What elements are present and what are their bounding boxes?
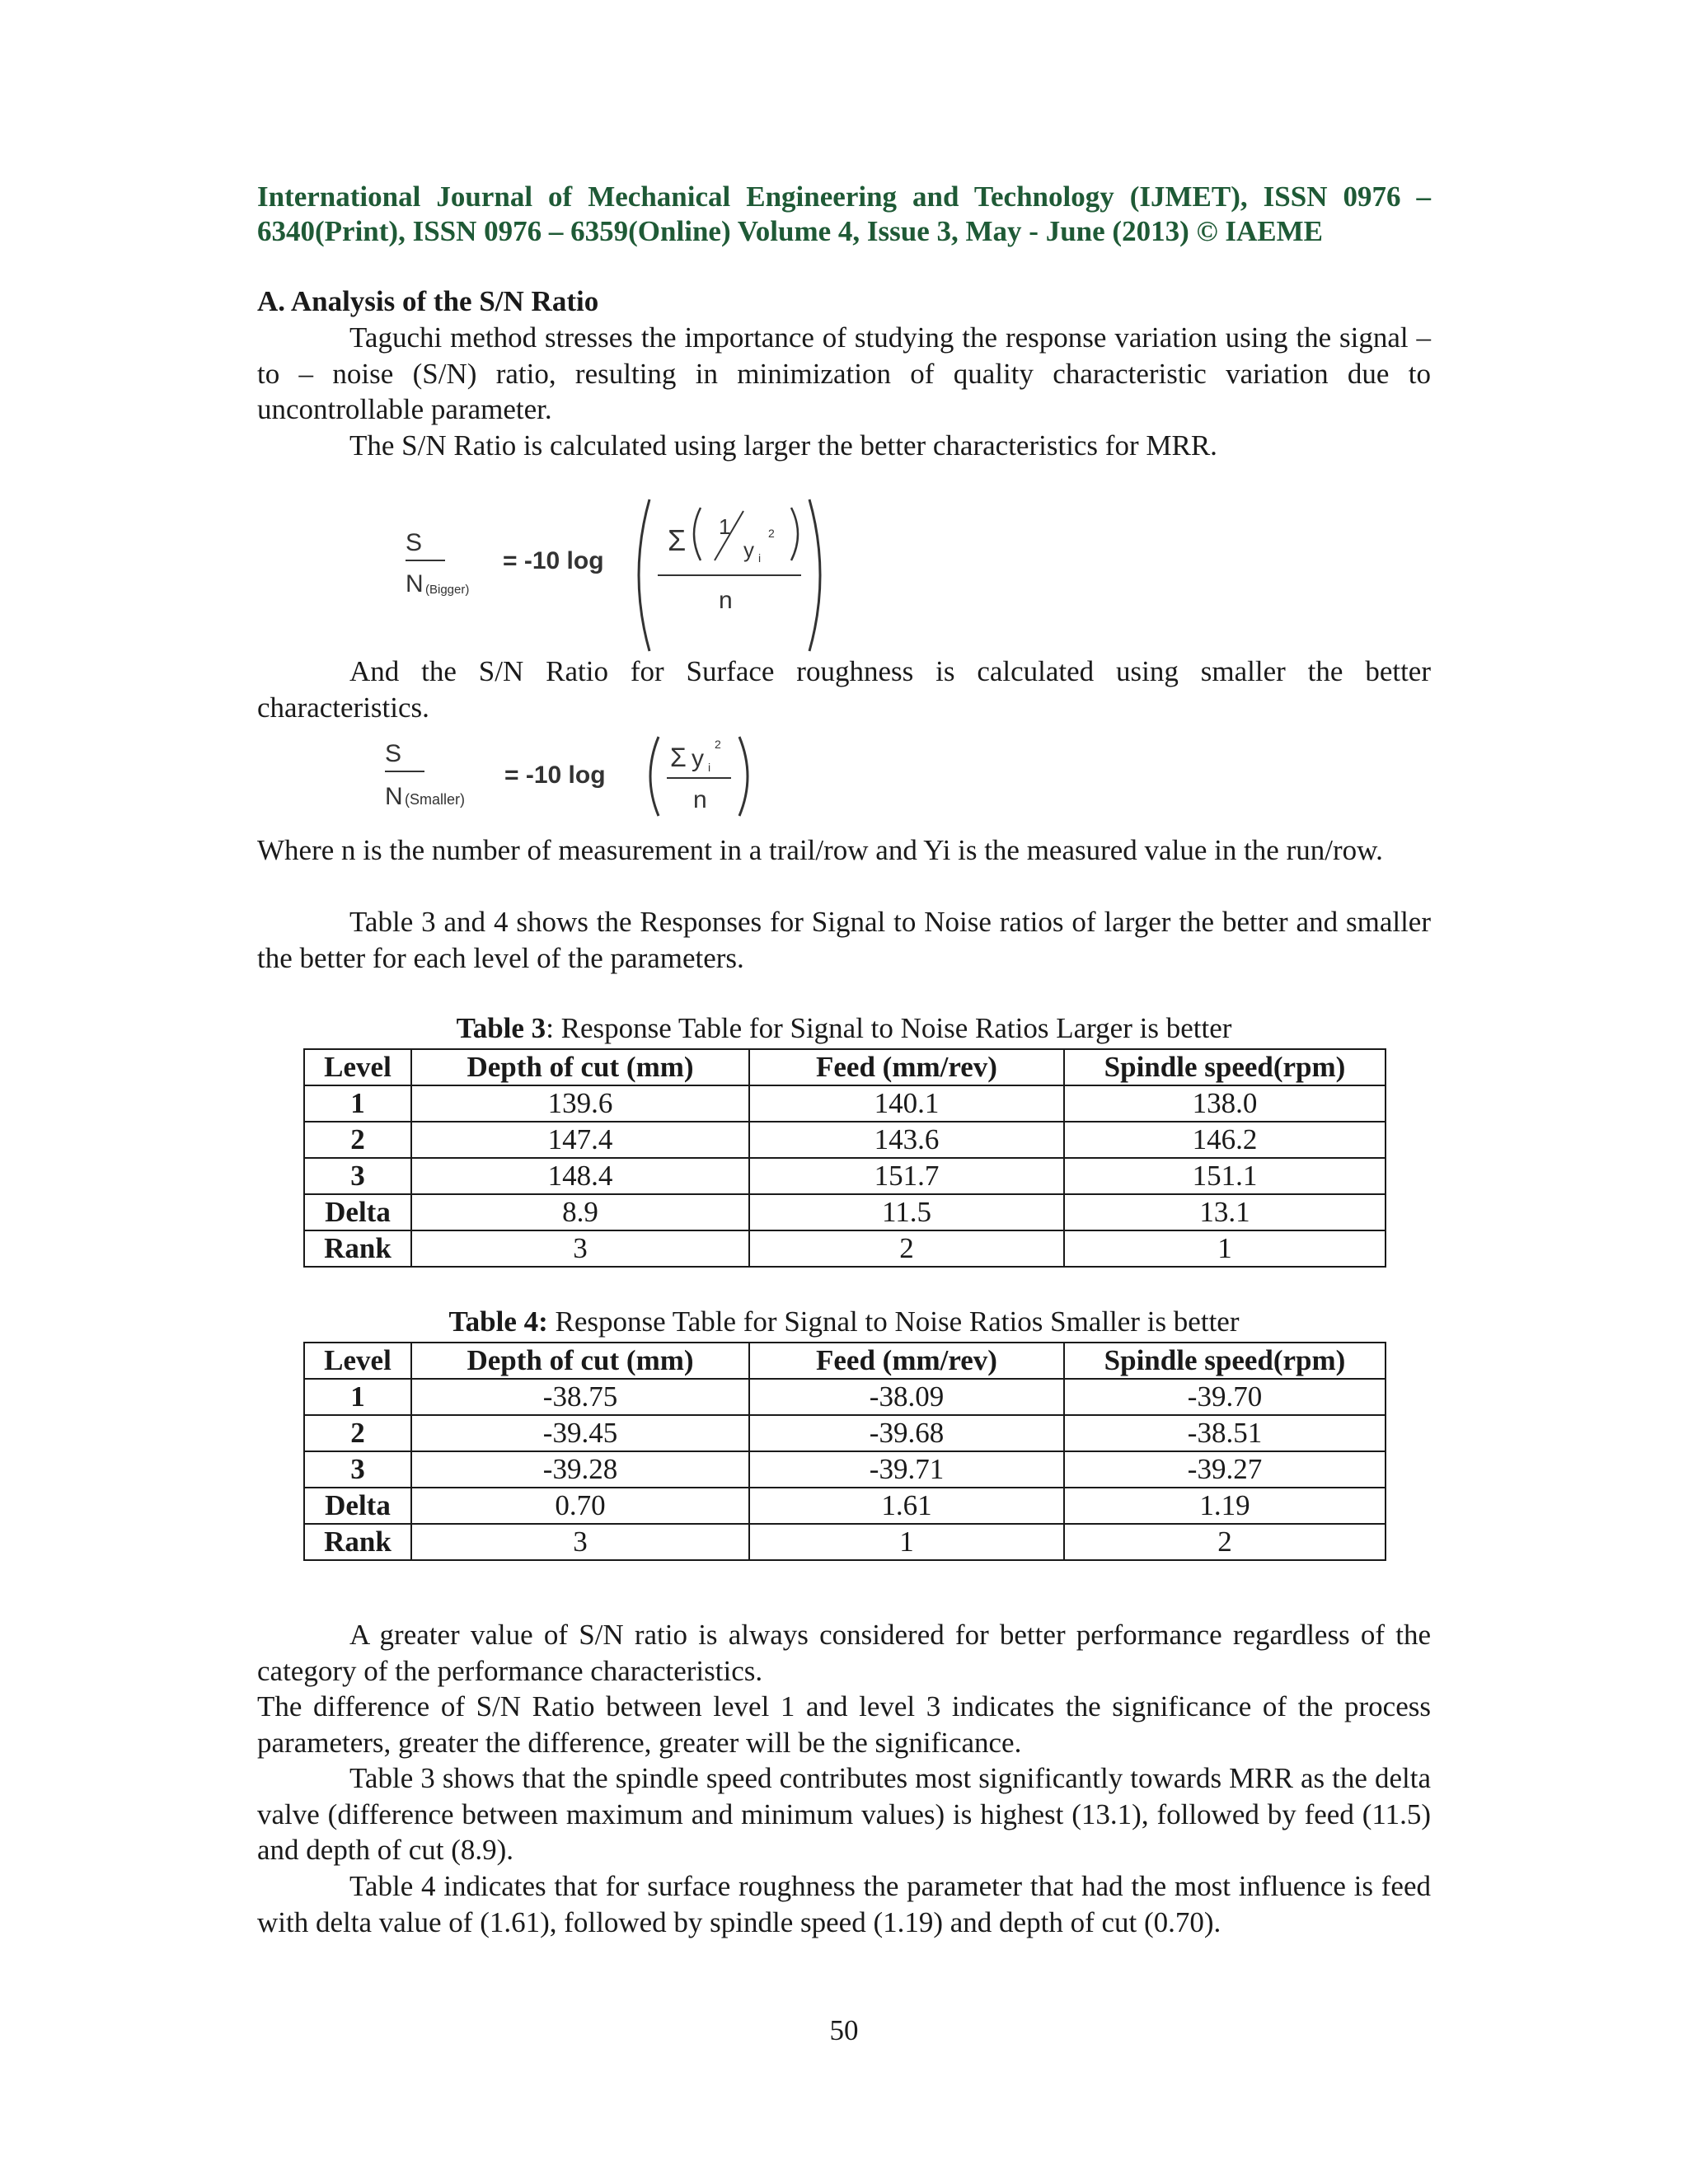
table-cell: -39.28: [411, 1451, 749, 1488]
table-cell: -39.45: [411, 1415, 749, 1451]
table3-caption-text: : Response Table for Signal to Noise Ratios Larger is better: [546, 1012, 1232, 1044]
formula-y: y: [692, 745, 704, 772]
table-cell: 138.0: [1064, 1085, 1386, 1122]
paragraph-table3-analysis: Table 3 shows that the spindle speed contributes most significantly towards MRR as the delta valve (difference between maximum and minimum values) is highest (13.1), followed by feed (11.5) and depth of cut (8.9).: [257, 1762, 1431, 1866]
table-cell: 1: [749, 1524, 1064, 1560]
formula-n: N: [406, 570, 424, 598]
table3-header-depth: Depth of cut (mm): [411, 1049, 749, 1085]
table3-header-spindle: Spindle speed(rpm): [1064, 1049, 1386, 1085]
table3-header-level: Level: [304, 1049, 411, 1085]
table-cell: 1: [304, 1379, 411, 1415]
table4-caption: [303, 1305, 1385, 1338]
formula-one: 1: [719, 514, 731, 539]
table-cell: 139.6: [411, 1085, 749, 1122]
table4-caption-text: Response Table for Signal to Noise Ratios Smaller is better: [547, 1305, 1240, 1338]
formula-sigma: Σ: [670, 743, 687, 772]
table-cell: 3: [411, 1230, 749, 1267]
table-row: [304, 1451, 1386, 1488]
paragraph-difference: The difference of S/N Ratio between level 1 and level 3 indicates the significance of the process parameters, greater the difference, greater will be the significance.: [257, 1690, 1431, 1759]
table-row: [304, 1085, 1386, 1122]
table4-header-spindle: Spindle speed(rpm): [1064, 1343, 1386, 1379]
formula-denominator: n: [719, 587, 733, 614]
table-cell: 8.9: [411, 1194, 749, 1230]
table-cell: Rank: [304, 1230, 411, 1267]
table3-caption-label: Table 3: [456, 1012, 546, 1044]
table-row: [304, 1524, 1386, 1560]
table-cell: 143.6: [749, 1122, 1064, 1158]
table-cell: 148.4: [411, 1158, 749, 1194]
formula-equals: = -10 log: [503, 547, 604, 574]
table-cell: 2: [304, 1415, 411, 1451]
table4: [303, 1342, 1386, 1561]
table-cell: -39.27: [1064, 1451, 1386, 1488]
table-cell: 1: [1064, 1230, 1386, 1267]
table4-header-feed: Feed (mm/rev): [749, 1343, 1064, 1379]
table-cell: -38.75: [411, 1379, 749, 1415]
table-cell: 11.5: [749, 1194, 1064, 1230]
table4-caption-label: Table 4:: [448, 1305, 548, 1338]
table-row: [304, 1194, 1386, 1230]
section-title: A. Analysis of the S/N Ratio: [257, 285, 599, 317]
table-cell: Delta: [304, 1194, 411, 1230]
table-row: [304, 1379, 1386, 1415]
table-row: [304, 1415, 1386, 1451]
table-row: [304, 1230, 1386, 1267]
table-cell: Rank: [304, 1524, 411, 1560]
formula-subscript: (Smaller): [405, 791, 466, 808]
table-cell: 1.61: [749, 1488, 1064, 1524]
formula-y: y: [743, 537, 754, 562]
table3-header-row: [304, 1049, 1386, 1085]
page-content: [257, 180, 1431, 1938]
paragraph-tables-intro: Table 3 and 4 shows the Responses for Signal to Noise ratios of larger the better and smaller the better for each level of the parameters.: [257, 906, 1431, 974]
formula-equals: = -10 log: [504, 762, 606, 789]
table-cell: 147.4: [411, 1122, 749, 1158]
table3: [303, 1048, 1386, 1268]
formula-subscript: (Bigger): [425, 583, 470, 597]
table-cell: -39.71: [749, 1451, 1064, 1488]
formula-denominator: n: [693, 786, 707, 813]
paragraph-smaller-better: And the S/N Ratio for Surface roughness is calculated using smaller the better characteristics.: [257, 655, 1431, 724]
table-cell: 3: [411, 1524, 749, 1560]
table-cell: -38.09: [749, 1379, 1064, 1415]
formula-smaller-better-graphic: [385, 732, 846, 823]
table-row: [304, 1488, 1386, 1524]
formula-sigma: Σ: [668, 523, 687, 557]
paragraph-larger-better: The S/N Ratio is calculated using larger the better characteristics for MRR.: [349, 429, 1217, 462]
table-cell: 1.19: [1064, 1488, 1386, 1524]
formula-s: S: [406, 529, 423, 556]
table4-header-depth: Depth of cut (mm): [411, 1343, 749, 1379]
formula-y-sub: i: [708, 761, 711, 774]
table-row: [304, 1158, 1386, 1194]
formula-y-sub: i: [758, 551, 762, 565]
formula-y-sup: 2: [768, 527, 775, 540]
formula-larger-better-graphic: [406, 493, 834, 658]
table-cell: -39.68: [749, 1415, 1064, 1451]
table3-header-feed: Feed (mm/rev): [749, 1049, 1064, 1085]
formula-s: S: [385, 740, 402, 767]
table-cell: 1: [304, 1085, 411, 1122]
formula-n: N: [385, 783, 403, 810]
paragraph-taguchi: Taguchi method stresses the importance of studying the response variation using the signal – to – noise (S/N) ratio, resulting in minimization of quality characteristic variation due to uncontrollable parameter.: [257, 321, 1431, 425]
table-cell: 2: [749, 1230, 1064, 1267]
table-cell: 3: [304, 1158, 411, 1194]
table4-header-row: [304, 1343, 1386, 1379]
formula-larger-better: [406, 493, 834, 662]
journal-header-line1: International Journal of Mechanical Engineering and Technology (IJMET), ISSN 0976 –: [257, 180, 1431, 213]
page-number: 50: [829, 2014, 859, 2046]
table-cell: 3: [304, 1451, 411, 1488]
table-cell: Delta: [304, 1488, 411, 1524]
table3-caption: [303, 1012, 1385, 1045]
formula-y-sup: 2: [715, 738, 721, 751]
table-cell: 2: [304, 1122, 411, 1158]
formula-smaller-better: [385, 732, 846, 827]
table4-header-level: Level: [304, 1343, 411, 1379]
table-cell: 146.2: [1064, 1122, 1386, 1158]
table-cell: -39.70: [1064, 1379, 1386, 1415]
table-cell: 151.7: [749, 1158, 1064, 1194]
table-cell: 140.1: [749, 1085, 1064, 1122]
journal-header-line2: 6340(Print), ISSN 0976 – 6359(Online) Volume 4, Issue 3, May - June (2013) © IAEME: [257, 215, 1324, 247]
table-cell: 2: [1064, 1524, 1386, 1560]
table-cell: -38.51: [1064, 1415, 1386, 1451]
paragraph-table4-analysis: Table 4 indicates that for surface roughness the parameter that had the most influence is feed with delta value of (1.61), followed by spindle speed (1.19) and depth of cut (0.70).: [257, 1870, 1431, 1938]
paragraph-where-n: Where n is the number of measurement in a trail/row and Yi is the measured value in the run/row.: [257, 834, 1383, 866]
paragraph-greater-sn: A greater value of S/N ratio is always considered for better performance regardless of the category of the performance characteristics.: [257, 1619, 1431, 1687]
journal-header: [257, 180, 1431, 249]
table-cell: 13.1: [1064, 1194, 1386, 1230]
table-cell: 151.1: [1064, 1158, 1386, 1194]
table-row: [304, 1122, 1386, 1158]
table-cell: 0.70: [411, 1488, 749, 1524]
